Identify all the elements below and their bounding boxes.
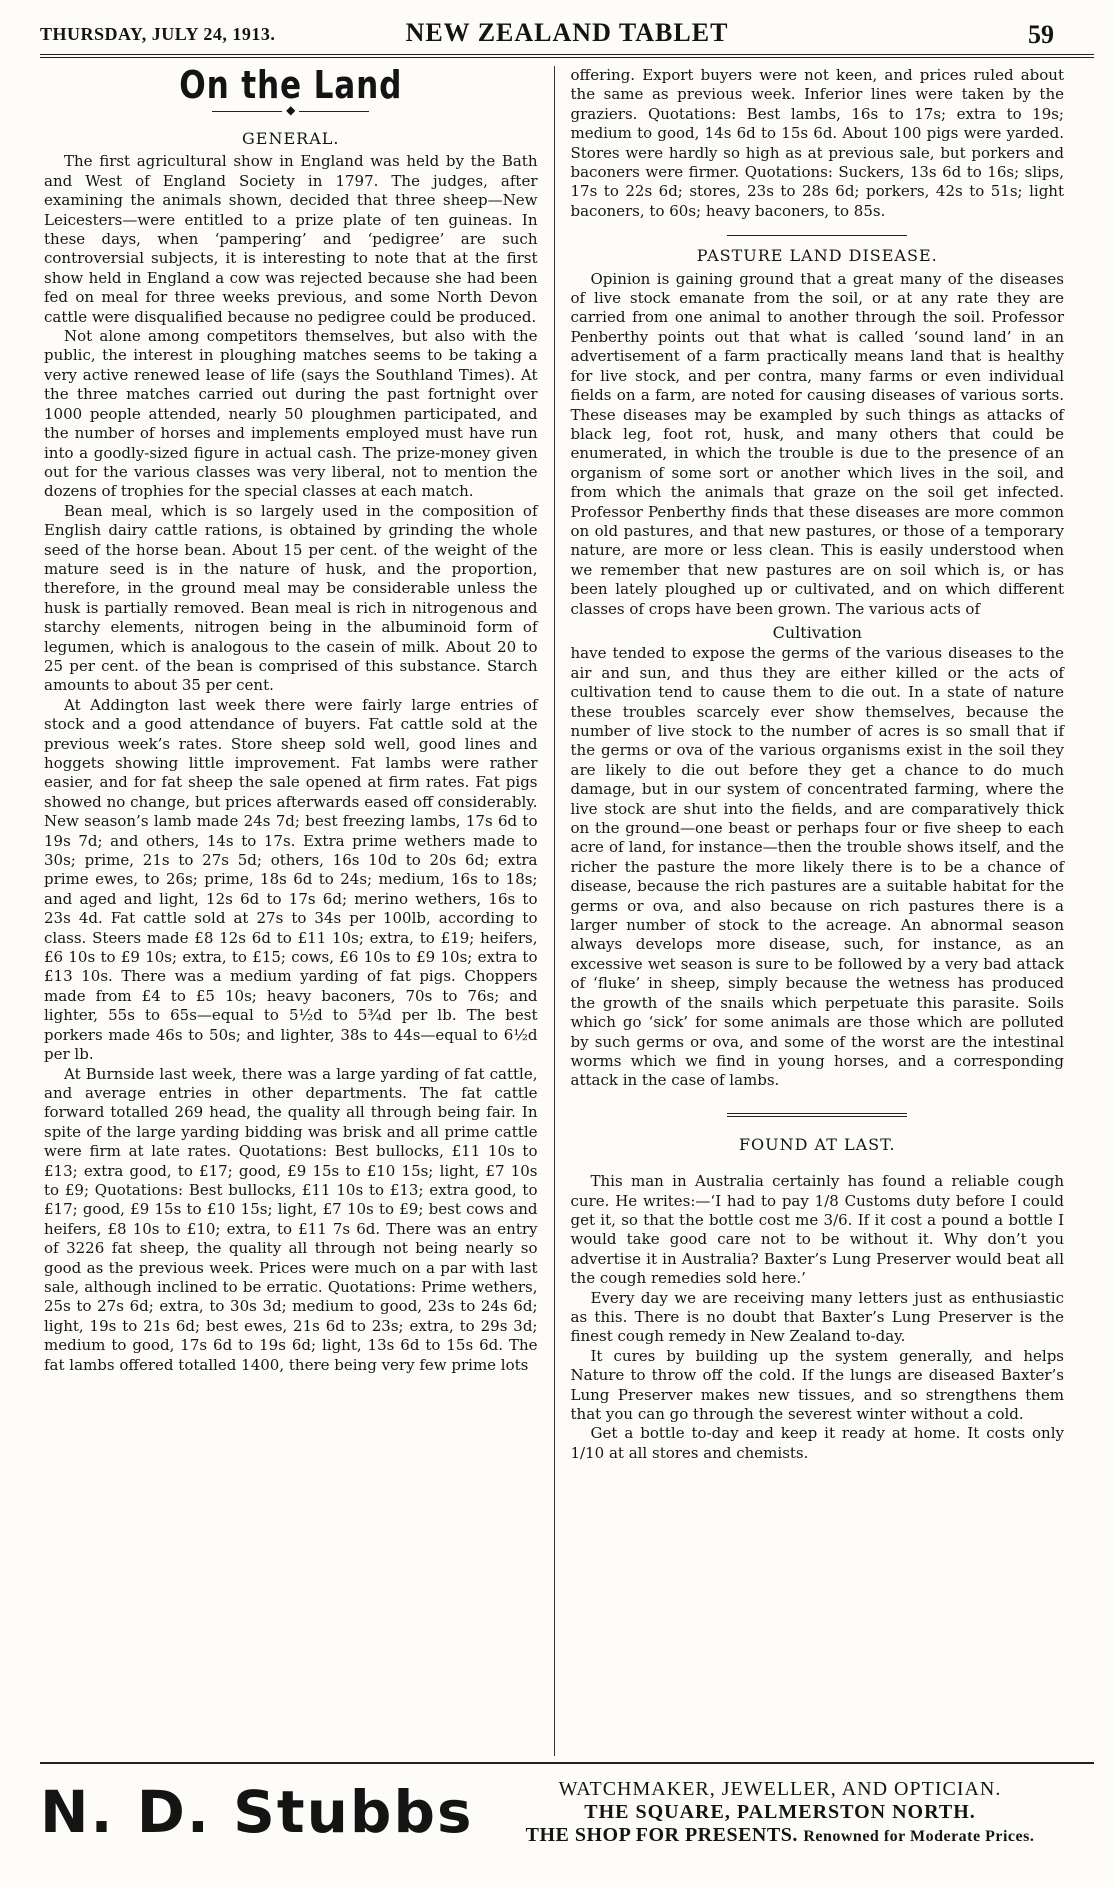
issue-date: THURSDAY, JULY 24, 1913.: [40, 24, 276, 44]
advert-rule: [40, 1762, 1094, 1764]
general-heading: GENERAL.: [242, 129, 340, 149]
paper-name: NEW ZEALAND TABLET: [405, 18, 729, 47]
general-paragraph: Bean meal, which is so largely used in the composition of English dairy cattle rations, is obtained by grinding the whole seed of the horse bean. About 15 per cent. of the weight of the mature seed is in the nature of husk, and the proportion, therefore, in the ground meal may be considerable unless the husk is partially removed. Bean meal is rich in nitrogenous and starchy elements, nitrogen being in the albuminoid form of legumen, which is analogous to the casein of milk. About 20 to 25 per cent. of the bean is comprised of this substance. Starch amounts to about 35 per cent.: [44, 501, 538, 695]
advert-text: [480, 1778, 1080, 1847]
advert-slogan: THE SHOP FOR PRESENTS.: [525, 1824, 798, 1846]
advert-line: [480, 1824, 1080, 1847]
continued-paragraph: offering. Export buyers were not keen, and prices ruled about the same as previous week. Inferior lines were taken by the graziers. Quotations: Best lambs, 16s to 17s; extra to 19s; medium to good, 14s 6d to 15s 6d. About 100 pigs were yarded. Stores were hardly so high as at previous sale, but porkers and baconers were firmer. Quotations: Suckers, 13s 6d to 16s; slips, 17s to 22s 6d; stores, 23s to 28s 6d; porkers, 42s to 51s; light baconers, to 60s; heavy baconers, to 85s.: [570, 66, 1064, 220]
cultivation-subheading: Cultivation: [772, 622, 862, 642]
masthead: [40, 16, 1094, 58]
found-paragraph: It cures by building up the system generally, and helps Nature to throw off the cold. If the lungs are diseased Baxter’s Lung Preserver makes new tissues, and so strengthens them that you can go through the severest winter without a cold.: [570, 1346, 1064, 1423]
advert-tagline: Renowned for Moderate Prices.: [803, 1828, 1035, 1845]
pasture-heading: PASTURE LAND DISEASE.: [696, 246, 938, 266]
article-title: On the Land: [179, 66, 403, 107]
found-heading: FOUND AT LAST.: [738, 1134, 896, 1154]
general-paragraph: At Burnside last week, there was a large yarding of fat cattle, and average entries in other departments. The fat cattle forward totalled 269 head, the quality all through being fair. In spite of the large yarding bidding was brisk and all prime cattle were firm at late rates. Quotations: Best bullocks, £11 10s to £13; extra good, to £17; good, £9 15s to £10 15s; light, £7 10s to £9; Quotations: Best bullocks, £11 10s to £13; extra good, to £17; good, £9 15s to £10 15s; light, £7 10s to £9; best cows and heifers, £8 10s to £10; extra, to £11 7s 6d. There was an entry of 3226 fat sheep, the quality all through not being nearly so good as the previous week. Prices were much on a par with last sale, although inclined to be erratic. Quotations: Prime wethers, 25s to 27s 6d; extra, to 30s 3d; medium to good, 23s to 24s 6d; light, 19s to 21s 6d; best ewes, 21s 6d to 23s; extra, to 29s 3d; medium to good, 17s 6d to 19s 6d; light, 13s 6d to 15s 6d. The fat lambs offered totalled 1400, there being very few prime lots: [44, 1064, 538, 1374]
general-paragraph: The first agricultural show in England was held by the Bath and West of England Society in 1797. The judges, after examining the animals shown, decided that three sheep—New Leicesters—were entitled to a prize plate of ten guineas. In these days, when ‘pampering’ and ‘pedigree’ are such controversial subjects, it is interesting to note that at the first show held in England a cow was rejected because she had been fed on meal for three weeks previous, and some North Devon cattle were disqualified because no pedigree could be produced.: [44, 152, 538, 326]
article-columns: [40, 66, 1094, 1756]
advert-line: WATCHMAKER, JEWELLER, AND OPTICIAN.: [558, 1778, 1002, 1800]
found-paragraph: This man in Australia certainly has found a reliable cough cure. He writes:—‘I had to pay 1/8 Customs duty before I could get it, so that the bottle cost me 3/6. If it cost a pound a bottle I would take good care not to be without it. Why don’t you advertise it in Australia? Baxter’s Lung Preserver would beat all the cough remedies sold here.’: [570, 1172, 1064, 1288]
stubbs-advert: [40, 1772, 1094, 1872]
pasture-paragraph: Opinion is gaining ground that a great many of the diseases of live stock emanate from the soil, or at any rate they are carried from one animal to another through the soil. Professor Penberthy points out that what is called ‘sound land’ in an advertisement of a farm practically means land that is healthy for live stock, and per contra, many farms or even individual fields on a farm, are noted for causing diseases of various sorts. These diseases may be exampled by such things as attacks of black leg, foot rot, husk, and many others that could be enumerated, in which the trouble is due to the presence of an organism of some sort or another which lives in the soil, and from which the animals that graze on the soil get infected. Professor Penberthy finds that these diseases are more common on old pastures, and that new pastures, or those of a temporary nature, are more or less clean. This is easily understood when we remember that new pastures are on soil which is, or has been lately ploughed up or cultivated, and on which different classes of crops have been grown. The various acts of: [570, 269, 1064, 618]
left-column: [40, 66, 555, 1756]
general-paragraph: Not alone among competitors themselves, but also with the public, the interest in ploughing matches seems to be taking a very active renewed lease of life (says the Southland Times). At the three matches carried out during the past fortnight over 1000 people attended, nearly 50 ploughmen participated, and the number of horses and implements employed must have run into a goodly-sized figure in actual cash. The prize-money given out for the various classes was very liberal, not to mention the dozens of trophies for the special classes at each match.: [44, 327, 538, 501]
general-paragraph: At Addington last week there were fairly large entries of stock and a good attendance of buyers. Fat cattle sold at the previous week’s rates. Store sheep sold well, good lines and hoggets showing little improvement. Fat lambs were rather easier, and for fat sheep the sale opened at firm rates. Fat pigs showed no change, but prices afterwards eased off considerably. New season’s lamb made 24s 7d; best freezing lambs, 17s 6d to 19s 7d; and others, 14s to 17s. Extra prime wethers made to 30s; prime, 21s to 27s 5d; others, 16s 10d to 20s 6d; extra prime ewes, to 26s; prime, 18s 6d to 24s; medium, 16s to 18s; and aged and light, 12s 6d to 17s 6d; merino wethers, 16s to 23s 4d. Fat cattle sold at 27s to 34s per 100lb, according to class. Steers made £8 12s 6d to £11 10s; extra, to £19; heifers, £6 10s to £9 10s; extra, to £15; cows, £6 10s to £9 10s; extra to £13 10s. There was a medium yarding of fat pigs. Choppers made from £4 to £5 10s; heavy baconers, 70s to 76s; and lighter, 55s to 65s—equal to 5½d to 5¾d per lb. The best porkers made 46s to 50s; and lighter, 38s to 44s—equal to 6½d per lb.: [44, 695, 538, 1064]
advert-line: THE SQUARE, PALMERSTON NORTH.: [584, 1801, 976, 1823]
found-paragraph: Get a bottle to-day and keep it ready at home. It costs only 1/10 at all stores and chemists.: [570, 1424, 1064, 1462]
pasture-paragraph: have tended to expose the germs of the various diseases to the air and sun, and thus they are either killed or the acts of cultivation tend to cause them to die out. In a state of nature these troubles scarcely ever show themselves, because the number of live stock to the number of acres is so small that if the germs or ova of the various organisms exist in the soil they are likely to die out before they get a chance to do much damage, but in our system of concentrated farming, where the live stock are shut into the fields, and are comparatively thick on the ground—one beast or perhaps four or five sheep to each acre of land, for instance—then the trouble shows itself, and the richer the pasture the more likely there is to be a chance of disease, because the rich pastures are a suitable habitat for the germs or ova, and also because on rich pastures there is a larger number of stock to the acreage. An abnormal season always develops more disease, such, for instance, as an excessive wet season is sure to be followed by a very bad attack of ‘fluke’ in sheep, simply because the wetness has produced the growth of the snails which perpetuate this parasite. Soils which go ‘sick’ for some animals are those which are polluted by such germs or ova, and some of the worst are the intestinal worms which we find in young horses, and a corresponding attack in the case of lambs.: [570, 644, 1064, 1090]
newspaper-page: [40, 16, 1094, 1871]
section-divider: [727, 1113, 907, 1117]
advertiser-name: N. D. Stubbs: [40, 1778, 474, 1846]
diamond-ornament-icon: ◆: [286, 103, 296, 118]
right-column: [555, 66, 1095, 1756]
page-number: 59: [1028, 20, 1054, 49]
section-divider: [727, 235, 907, 236]
found-paragraph: Every day we are receiving many letters just as enthusiastic as this. There is no doubt that Baxter’s Lung Preserver is the finest cough remedy in New Zealand to-day.: [570, 1288, 1064, 1346]
